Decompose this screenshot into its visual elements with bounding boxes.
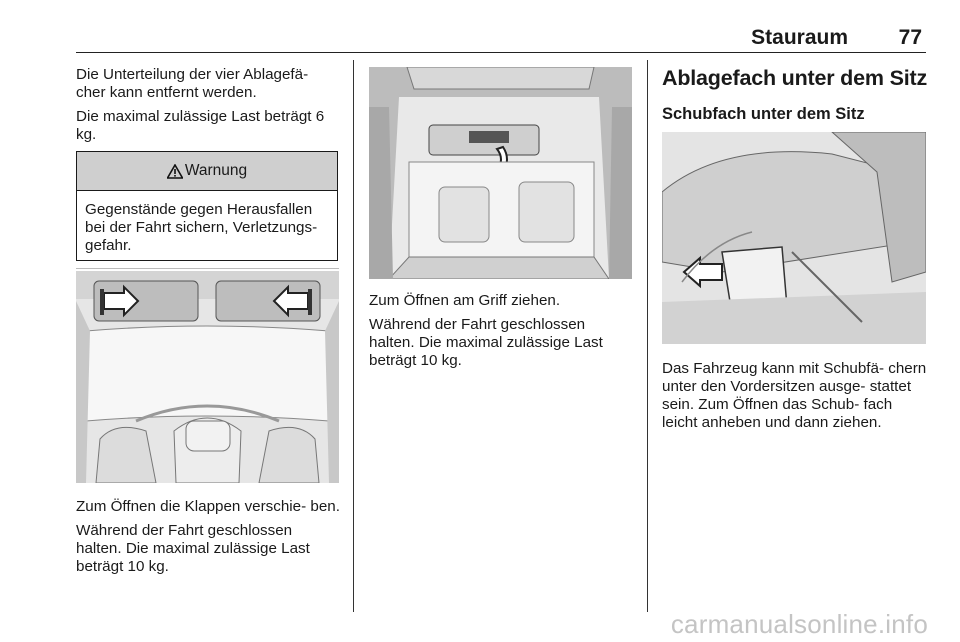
- column-divider: [353, 60, 354, 612]
- subsection-heading: Schubfach unter dem Sitz: [662, 105, 865, 123]
- column-3-text: [662, 360, 930, 438]
- caption: Zum Öffnen am Griff ziehen.: [369, 292, 561, 309]
- column-1: [76, 66, 340, 150]
- figure-under-seat-drawer: [662, 132, 926, 344]
- column-2-captions: [369, 292, 633, 376]
- caption: Zum Öffnen die Klappen verschie- ben.: [76, 498, 340, 515]
- warning-title: Warnung: [184, 162, 248, 179]
- paragraph: Die maximal zulässige Last beträgt 6 kg.: [76, 108, 325, 143]
- page-number: 77: [898, 26, 922, 49]
- section-title: Stauraum: [751, 26, 848, 49]
- figure-overhead-compartment-flaps: [76, 271, 339, 483]
- column-1-captions: [76, 498, 340, 582]
- caption: Während der Fahrt geschlossen halten. Die maximal zulässige Last beträgt 10 kg.: [76, 522, 310, 575]
- figure-rule: [76, 268, 339, 269]
- paragraph: Das Fahrzeug kann mit Schubfä- chern unter den Vordersitzen ausge- stattet sein. Zum Öffnen das Schub- fach leicht anheben und dann ziehen.: [662, 360, 927, 431]
- warning-header: [77, 152, 337, 191]
- warning-triangle-icon: [167, 164, 183, 179]
- warning-box: [76, 151, 338, 261]
- caption: Während der Fahrt geschlossen halten. Die maximal zulässige Last beträgt 10 kg.: [369, 316, 603, 369]
- section-heading: Ablagefach unter dem Sitz: [662, 66, 927, 90]
- watermark: carmanualsonline.info: [670, 609, 928, 639]
- warning-text: Gegenstände gegen Herausfallen bei der Fahrt sichern, Verletzungs- gefahr.: [85, 201, 318, 254]
- column-divider: [647, 60, 648, 612]
- figure-rear-overhead-storage: [369, 67, 632, 279]
- page-header: [76, 26, 926, 53]
- paragraph: Die Unterteilung der vier Ablagefä- cher kann entfernt werden.: [76, 66, 309, 101]
